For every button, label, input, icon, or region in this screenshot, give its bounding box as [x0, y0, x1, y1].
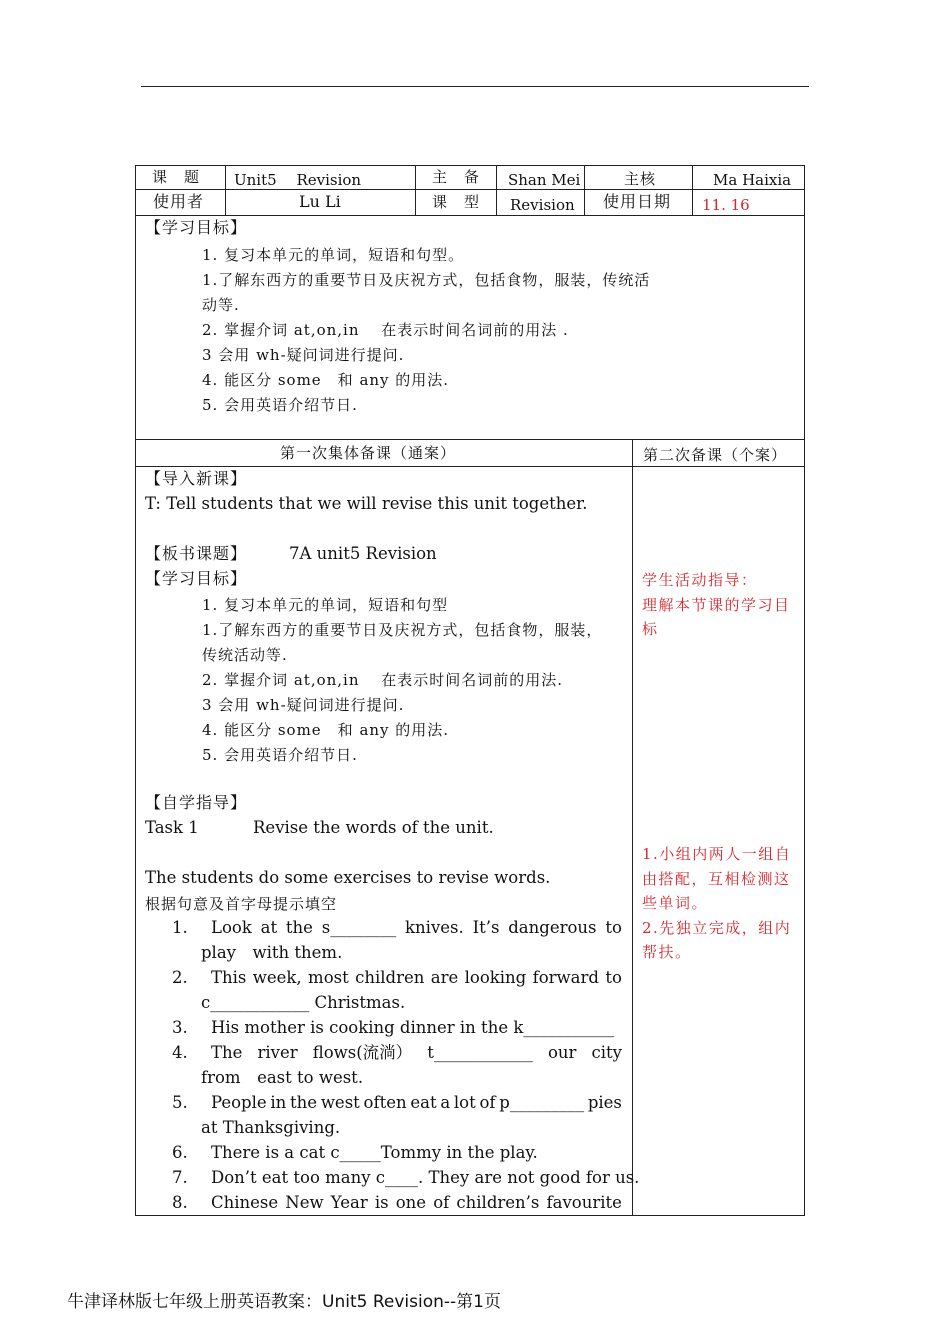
exercise-word: river [257, 1043, 298, 1062]
exercise-word: knives. [405, 918, 464, 937]
user-label: 使用者 [153, 192, 205, 211]
exercise-number: 1. [172, 918, 188, 937]
self-study-title: 【自学指导】 [145, 793, 248, 812]
exercise-word: p_________ [499, 1093, 585, 1112]
exercise-word: Chinese [211, 1193, 279, 1212]
col-divider [584, 165, 585, 215]
exercise-word: flows(流淌） [312, 1043, 413, 1062]
second-prep-header: 第二次备课（个案） [643, 446, 788, 464]
goal-item: 3 会用 wh-疑问词进行提问. [202, 346, 405, 364]
lesson-goal: 1. 复习本单元的单词，短语和句型 [202, 596, 449, 614]
exercise-word: a [440, 1093, 451, 1112]
board-title: 【板书课题】 [145, 544, 248, 563]
side-note-group-work [642, 842, 791, 965]
lesson-goal: 传统活动等. [202, 646, 288, 664]
row-divider [135, 466, 805, 467]
goal-item: 5. 会用英语介绍节日. [202, 396, 358, 414]
col-divider [415, 165, 416, 215]
exercise-line [211, 1043, 622, 1063]
exercise-number: 5. [172, 1093, 188, 1112]
exercise-line: There is a cat c_____Tommy in the play. [211, 1143, 538, 1162]
exercise-word: looking [464, 968, 527, 987]
exercise-word: children’s [456, 1193, 540, 1212]
side-note-line: 由搭配，互相检测这 [642, 869, 791, 888]
side-note-line: 帮扶。 [642, 943, 692, 961]
exercise-line [211, 918, 622, 938]
side-note-line: 理解本节课的学习目 [642, 595, 791, 614]
lesson-goal: 3 会用 wh-疑问词进行提问. [202, 696, 405, 714]
side-note-line: 标 [642, 620, 659, 638]
exercise-word: dangerous [508, 918, 597, 937]
exercise-word: our [547, 1043, 577, 1062]
exercise-word: children [355, 968, 425, 987]
exercise-word: one [395, 1193, 427, 1212]
topic-value: Unit5 Revision [234, 171, 362, 189]
exercise-instruction: 根据句意及首字母提示填空 [145, 895, 338, 913]
exercise-number: 6. [172, 1143, 188, 1162]
exercise-word: People [211, 1093, 267, 1112]
exercise-word: to [605, 968, 622, 987]
exercise-word: at [260, 918, 278, 937]
exercise-word: Look [211, 918, 252, 937]
exercise-word: to [605, 918, 622, 937]
row-divider [135, 215, 805, 216]
exercise-line [211, 1093, 622, 1113]
check-label: 主核 [624, 170, 657, 188]
lesson-goal: 1.了解东西方的重要节日及庆祝方式，包括食物，服装， [202, 621, 603, 639]
exercise-word: This [211, 968, 247, 987]
goal-item: 2. 掌握介词 at,on,in 在表示时间名词前的用法 . [202, 321, 569, 339]
task-text: Revise the words of the unit. [253, 818, 494, 837]
intro-title: 【导入新课】 [145, 469, 248, 488]
task-label: Task 1 [145, 818, 199, 837]
board-value: 7A unit5 Revision [289, 544, 437, 563]
exercise-word: often [363, 1093, 407, 1112]
exercise-word: s________ [321, 918, 397, 937]
exercise-word: forward [532, 968, 599, 987]
exercise-line [211, 968, 622, 988]
exercise-continuation: from east to west. [201, 1068, 364, 1087]
goals-title: 【学习目标】 [145, 218, 248, 237]
type-label: 课 型 [432, 193, 481, 211]
exercise-continuation: c____________ Christmas. [201, 993, 406, 1012]
col-divider [632, 439, 633, 1216]
exercise-word: favourite [546, 1193, 622, 1212]
lesson-goals-title: 【学习目标】 [145, 569, 248, 588]
col-divider [225, 165, 226, 215]
exercise-word: most [308, 968, 349, 987]
exercise-word: Year [330, 1193, 368, 1212]
date-label: 使用日期 [603, 192, 672, 211]
exercise-word: t____________ [427, 1043, 533, 1062]
exercise-number: 8. [172, 1193, 188, 1212]
goal-item: 1. 复习本单元的单词，短语和句型。 [202, 246, 465, 264]
topic-label: 课 题 [152, 168, 201, 186]
side-note-line: 些单词。 [642, 894, 709, 912]
side-note-line: 2.先独立完成，组内 [642, 918, 792, 937]
first-prep-header: 第一次集体备课（通案） [280, 444, 457, 462]
exercise-continuation: play with them. [201, 943, 343, 962]
exercise-word: eat [410, 1093, 437, 1112]
top-rule [141, 86, 809, 87]
lesson-goal: 4. 能区分 some 和 any 的用法. [202, 721, 450, 739]
exercise-continuation: at Thanksgiving. [201, 1118, 341, 1137]
page-footer: 牛津译林版七年级上册英语教案：Unit5 Revision--第1页 [67, 1292, 501, 1312]
exercise-line: His mother is cooking dinner in the k___________ [211, 1018, 615, 1037]
lead-label: 主 备 [432, 168, 481, 186]
exercise-word: the [290, 1093, 318, 1112]
exercise-word: city [591, 1043, 622, 1062]
exercise-line [211, 1193, 622, 1213]
side-note-line: 学生活动指导： [642, 571, 758, 589]
exercise-word: of [433, 1193, 450, 1212]
exercise-word: lot [453, 1093, 476, 1112]
lesson-goal: 2. 掌握介词 at,on,in 在表示时间名词前的用法. [202, 671, 564, 689]
exercise-number: 2. [172, 968, 188, 987]
exercise-number: 3. [172, 1018, 188, 1037]
check-value: Ma Haixia [713, 171, 792, 189]
row-divider [135, 439, 805, 440]
type-value: Revision [510, 196, 575, 214]
exercise-word: west [320, 1093, 360, 1112]
user-value: Lu Li [299, 192, 341, 211]
exercise-word: in [270, 1093, 287, 1112]
exercise-number: 4. [172, 1043, 188, 1062]
side-note-activity [642, 568, 791, 642]
exercise-word: New [285, 1193, 324, 1212]
date-value: 11. 16 [702, 196, 750, 214]
exercise-word: week, [252, 968, 302, 987]
lesson-goal: 5. 会用英语介绍节日. [202, 746, 358, 764]
goal-item: 4. 能区分 some 和 any 的用法. [202, 371, 450, 389]
intro-text: T: Tell students that we will revise this unit together. [145, 494, 588, 513]
lead-value: Shan Mei [508, 171, 581, 189]
goal-item: 1.了解东西方的重要节日及庆祝方式，包括食物，服装，传统活 [202, 271, 651, 289]
col-divider [496, 165, 497, 215]
exercise-line: Don’t eat too many c____. They are not good for us. [211, 1168, 640, 1187]
exercise-word: is [374, 1193, 389, 1212]
goal-item: 动等. [202, 296, 240, 314]
exercise-intro: The students do some exercises to revise words. [145, 868, 551, 887]
col-divider [692, 165, 693, 215]
exercise-word: pies [587, 1093, 622, 1112]
exercise-word: are [430, 968, 459, 987]
row-divider [135, 189, 805, 190]
exercise-word: It’s [472, 918, 500, 937]
exercise-word: the [285, 918, 313, 937]
exercise-number: 7. [172, 1168, 188, 1187]
side-note-line: 1.小组内两人一组自 [642, 845, 792, 863]
exercise-word: The [211, 1043, 243, 1062]
exercise-word: of [479, 1093, 496, 1112]
